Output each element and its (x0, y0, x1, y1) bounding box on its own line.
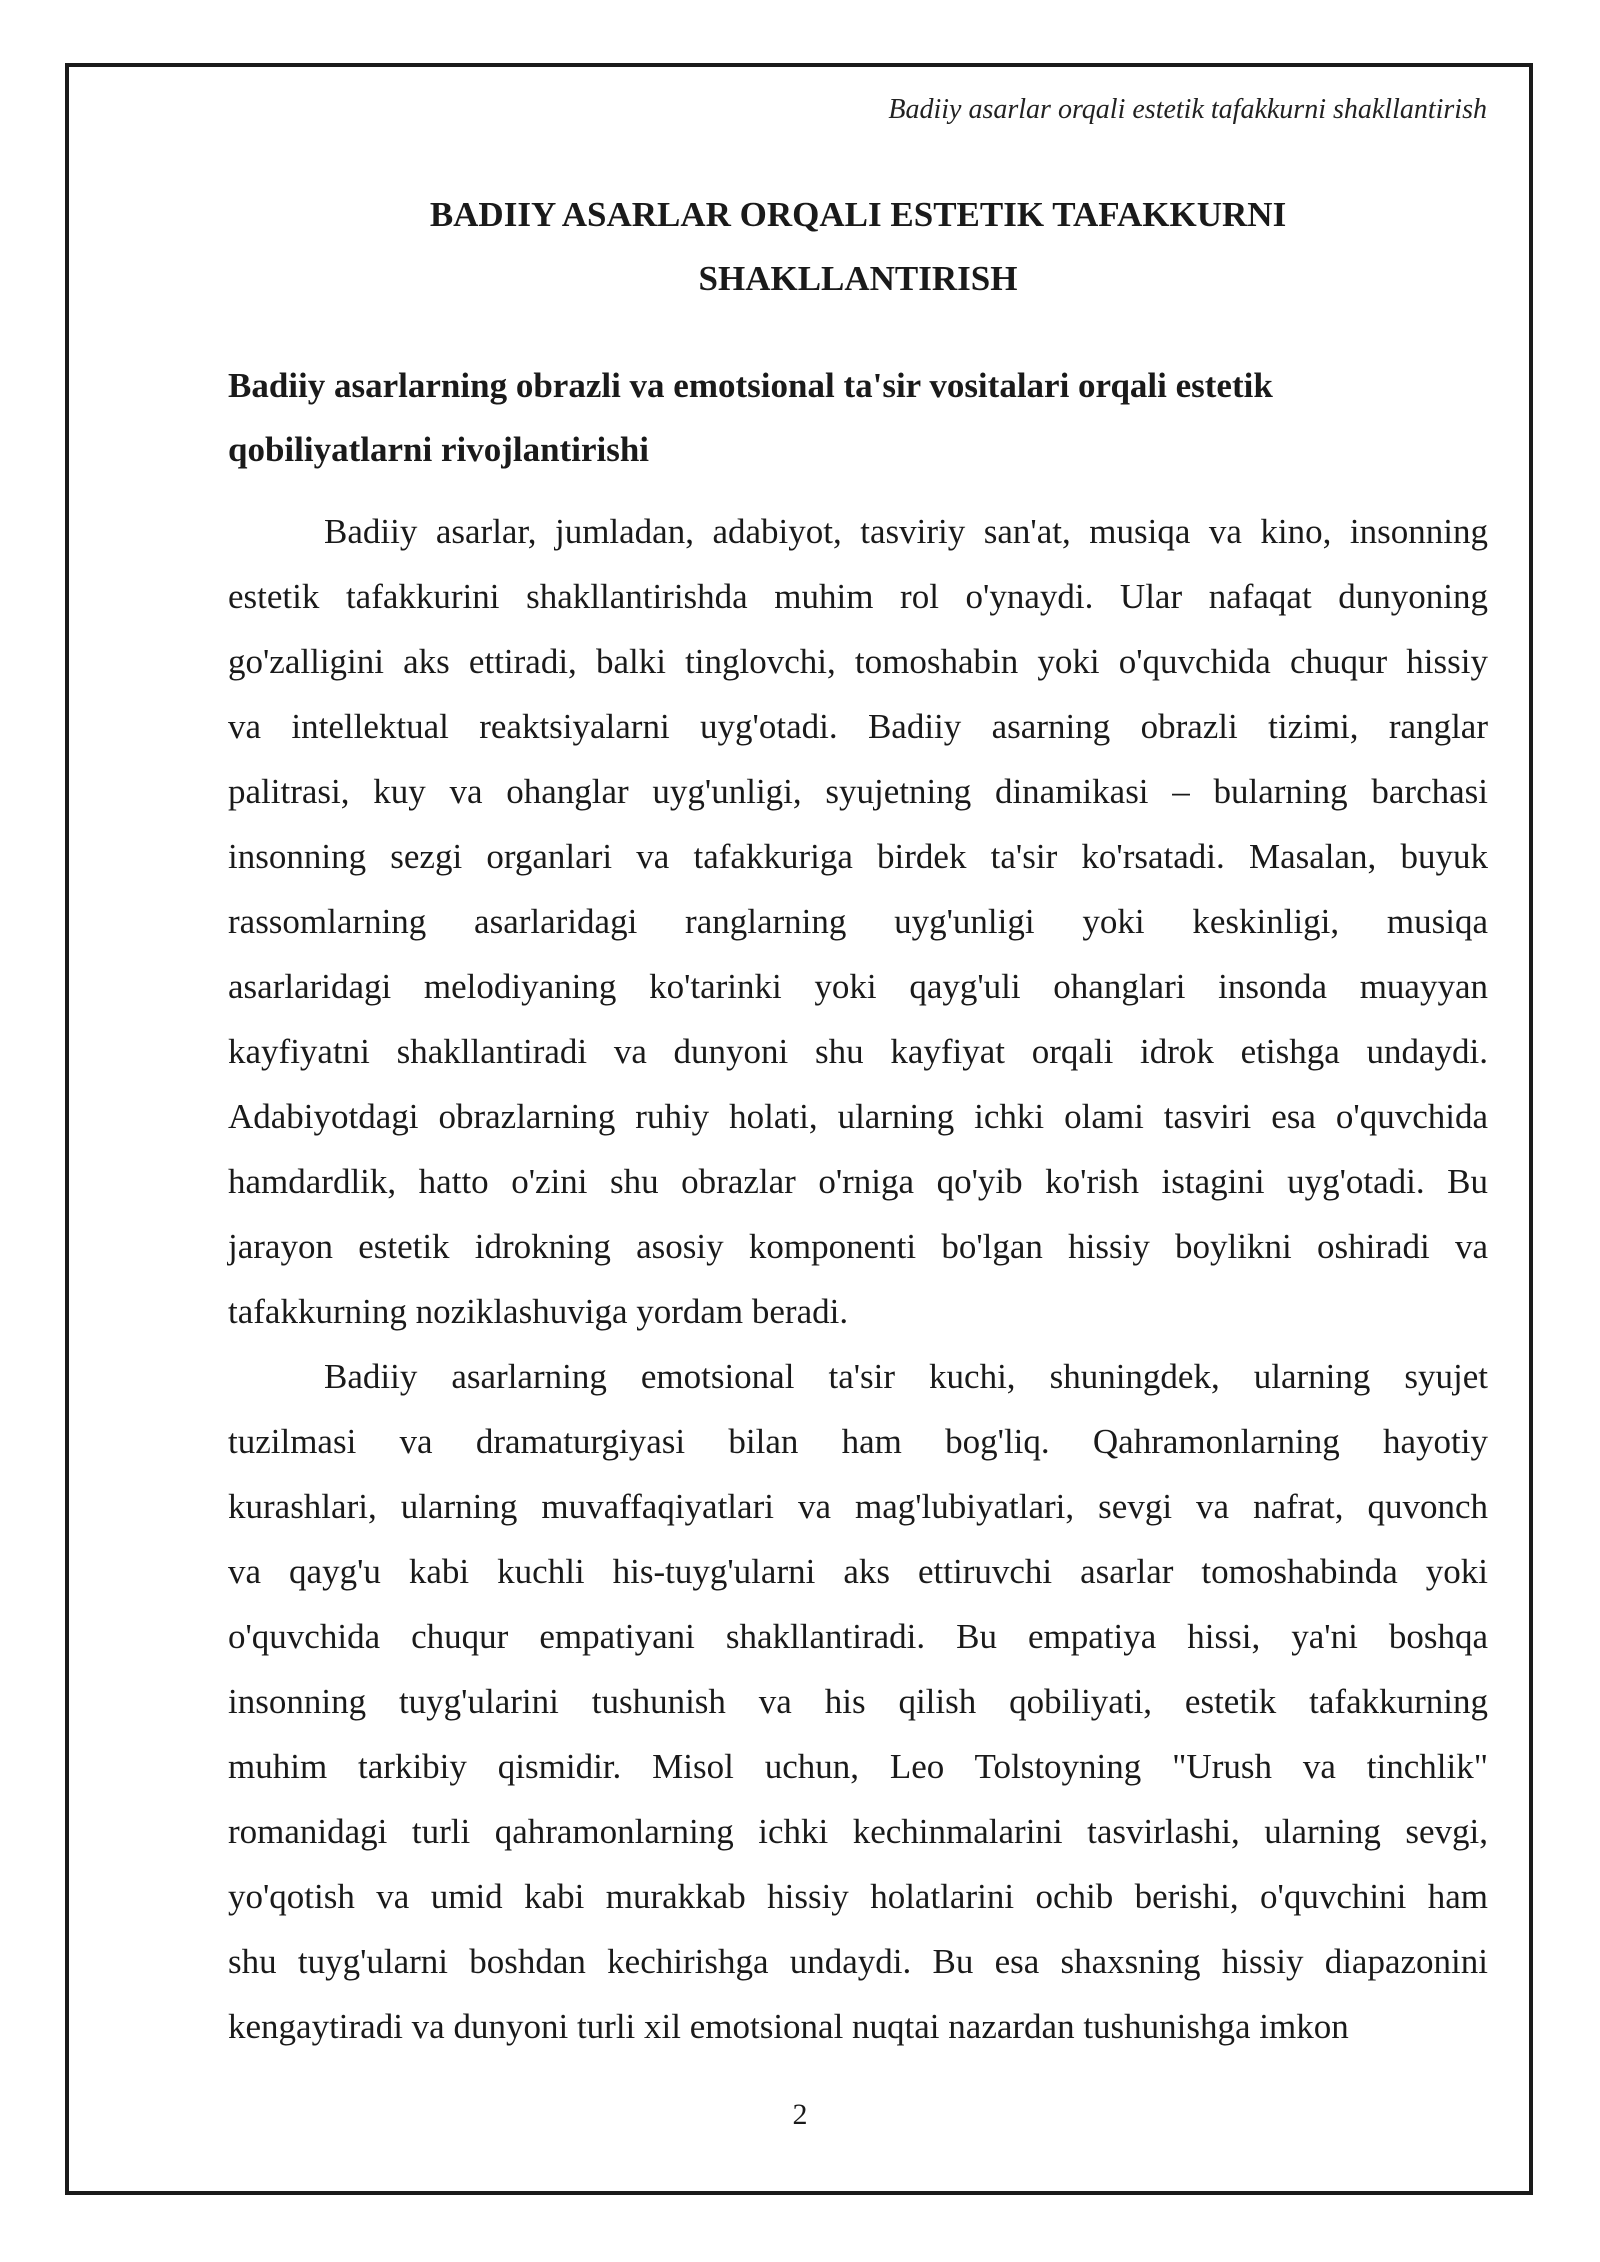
text-line: kurashlari, ularning muvaffaqiyatlari va mag'lubiyatlari, sevgi va nafrat, quvonch (228, 1487, 1488, 1526)
text-line: Badiiy asarlar, jumladan, adabiyot, tasviriy san'at, musiqa va kino, insonning (324, 512, 1488, 551)
text-line: yo'qotish va umid kabi murakkab hissiy holatlarini ochib berishi, o'quvchini ham (228, 1877, 1488, 1916)
paragraph-2 (228, 1344, 1488, 2059)
document-title-line-2: SHAKLLANTIRISH (698, 259, 1018, 298)
text-line: asarlaridagi melodiyaning ko'tarinki yoki qayg'uli ohanglari insonda muayyan (228, 967, 1488, 1006)
text-line: romanidagi turli qahramonlarning ichki kechinmalarini tasvirlashi, ularning sevgi, (228, 1812, 1488, 1851)
text-line: go'zalligini aks ettiradi, balki tinglovchi, tomoshabin yoki o'quvchida chuqur hissiy (228, 642, 1488, 681)
text-line: hamdardlik, hatto o'zini shu obrazlar o'rniga qo'yib ko'rish istagini uyg'otadi. Bu (228, 1162, 1488, 1201)
text-line: va intellektual reaktsiyalarni uyg'otadi. Badiiy asarning obrazli tizimi, ranglar (228, 707, 1488, 746)
text-line: insonning tuyg'ularini tushunish va his qilish qobiliyati, estetik tafakkurning (228, 1682, 1488, 1721)
text-line: palitrasi, kuy va ohanglar uyg'unligi, syujetning dinamikasi – bularning barchasi (228, 772, 1488, 811)
text-line: muhim tarkibiy qismidir. Misol uchun, Leo Tolstoyning "Urush va tinchlik" (228, 1747, 1488, 1786)
text-line: va qayg'u kabi kuchli his-tuyg'ularni aks ettiruvchi asarlar tomoshabinda yoki (228, 1552, 1488, 1591)
text-line: jarayon estetik idrokning asosiy komponenti bo'lgan hissiy boylikni oshiradi va (228, 1227, 1488, 1266)
paragraph-1 (228, 499, 1488, 1344)
text-line: shu tuyg'ularni boshdan kechirishga undaydi. Bu esa shaxsning hissiy diapazonini (228, 1942, 1488, 1981)
section-heading (228, 354, 1488, 482)
body-text (228, 499, 1488, 2059)
text-line: Badiiy asarlarning emotsional ta'sir kuchi, shuningdek, ularning syujet (324, 1357, 1488, 1396)
text-line: rassomlarning asarlaridagi ranglarning uyg'unligi yoki keskinligi, musiqa (228, 902, 1488, 941)
text-line: tuzilmasi va dramaturgiyasi bilan ham bog'liq. Qahramonlarning hayotiy (228, 1422, 1488, 1461)
section-heading-line-2: qobiliyatlarni rivojlantirishi (228, 430, 650, 469)
text-line: Adabiyotdagi obrazlarning ruhiy holati, ularning ichki olami tasviri esa o'quvchida (228, 1097, 1488, 1136)
running-header: Badiiy asarlar orqali estetik tafakkurni shakllantirish (888, 94, 1487, 125)
document-title (228, 183, 1488, 311)
section-heading-line-1: Badiiy asarlarning obrazli va emotsional ta'sir vositalari orqali estetik (228, 366, 1273, 405)
text-line: kengaytiradi va dunyoni turli xil emotsional nuqtai nazardan tushunishga imkon (228, 2007, 1349, 2046)
text-line: o'quvchida chuqur empatiyani shakllantiradi. Bu empatiya hissi, ya'ni boshqa (228, 1617, 1488, 1656)
text-line: tafakkurning noziklashuviga yordam beradi. (228, 1292, 849, 1331)
text-line: kayfiyatni shakllantiradi va dunyoni shu kayfiyat orqali idrok etishga undaydi. (228, 1032, 1488, 1071)
text-line: insonning sezgi organlari va tafakkuriga birdek ta'sir ko'rsatadi. Masalan, buyuk (228, 837, 1488, 876)
page-number: 2 (792, 2098, 808, 2131)
document-title-line-1: BADIIY ASARLAR ORQALI ESTETIK TAFAKKURNI (429, 195, 1287, 234)
text-line: estetik tafakkurini shakllantirishda muhim rol o'ynaydi. Ular nafaqat dunyoning (228, 577, 1488, 616)
